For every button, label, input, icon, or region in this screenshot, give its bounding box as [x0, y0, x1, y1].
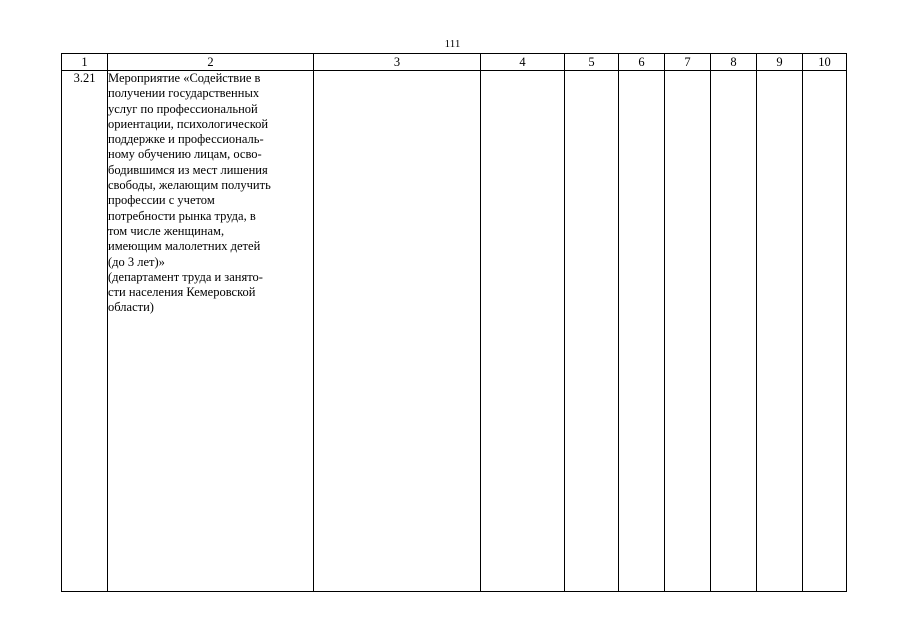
column-header-2: 2	[108, 54, 314, 71]
column-header-9: 9	[757, 54, 803, 71]
column-header-6: 6	[619, 54, 665, 71]
empty-cell-6	[619, 71, 665, 592]
column-header-7: 7	[665, 54, 711, 71]
empty-cell-10	[803, 71, 847, 592]
row-number-cell: 3.21	[62, 71, 108, 592]
column-header-4: 4	[481, 54, 565, 71]
empty-cell-7	[665, 71, 711, 592]
header-row	[62, 54, 847, 71]
column-header-8: 8	[711, 54, 757, 71]
empty-cell-8	[711, 71, 757, 592]
page-number: 111	[444, 38, 461, 50]
measure-description-cell: Мероприятие «Содействие в получении государственных услуг по профессиональной ориентации, психологической поддержке и профессиональ- ному обучению лицам, осво- бодившимся из мест лишения свободы, желающим получить профессии с учетом потребности рынка труда, в том числе женщинам, имеющим малолетних детей (до 3 лет)» (департамент труда и занято- сти населения Кемеровской области)	[108, 71, 314, 592]
empty-cell-3	[314, 71, 481, 592]
column-header-10: 10	[803, 54, 847, 71]
empty-cell-5	[565, 71, 619, 592]
column-header-3: 3	[314, 54, 481, 71]
measures-table	[61, 53, 847, 592]
empty-cell-4	[481, 71, 565, 592]
column-header-1: 1	[62, 54, 108, 71]
table-row	[62, 71, 847, 592]
empty-cell-9	[757, 71, 803, 592]
column-header-5: 5	[565, 54, 619, 71]
